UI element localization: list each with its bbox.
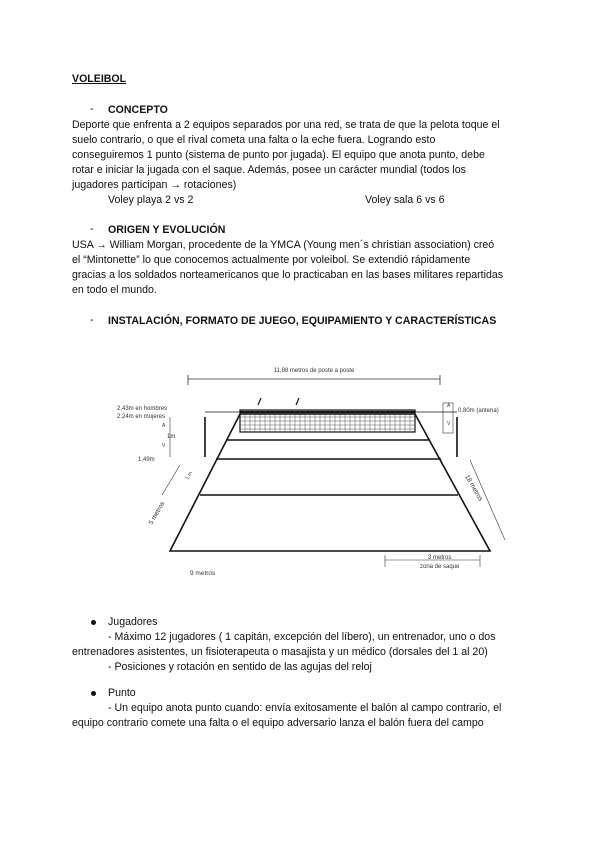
length-label: 18 metros (463, 473, 484, 503)
bullet-heading-jugadores: Jugadores (108, 616, 158, 628)
bullet-dash: - (90, 223, 94, 235)
paragraph-line: jugadores participan → rotaciones) (72, 179, 237, 191)
page-title: VOLEIBOL (72, 73, 127, 85)
paragraph-line: conseguiremos 1 punto (sistema de punto por jugada). El equipo que anota punto, debe (72, 149, 485, 161)
serve-zone-label: zona de saque (420, 564, 460, 570)
svg-text:1 m: 1 m (184, 470, 194, 481)
svg-text:V: V (162, 443, 166, 449)
net-height-label: 1m (167, 434, 176, 440)
section-heading-instalacion: INSTALACIÓN, FORMATO DE JUEGO, EQUIPAMIENTO Y CARACTERÍSTICAS (108, 315, 497, 327)
bullet-heading-punto: Punto (108, 687, 136, 699)
paragraph-line: rotar e iniciar la jugada con el saque. Además, posee un carácter mundial (todos los (72, 164, 466, 176)
paragraph-line: Deporte que enfrenta a 2 equipos separados por una red, se trata de que la pelota toque el (72, 119, 500, 131)
paragraph-line: suelo contrario, o que el rival cometa una falta o la eche fuera. Logrando esto (72, 134, 436, 146)
paragraph-line: entrenadores asistentes, un fisioterapeuta o masajista y un médico (dorsales del 1 al 20) (72, 646, 488, 658)
attack-zone-label: 5 metros (147, 500, 167, 526)
volleyball-court-diagram (100, 355, 520, 585)
post-height-label: 1,49m (138, 457, 155, 463)
paragraph-line: - Máximo 12 jugadores ( 1 capitán, excepción del líbero), un entrenador, uno o dos (108, 631, 496, 643)
paragraph-line: USA → William Morgan, procedente de la YMCA (Young men´s christian association) creó (72, 239, 495, 251)
court (170, 414, 490, 551)
bullet-dot (91, 620, 96, 625)
svg-text:A: A (162, 423, 166, 429)
height-women-label: 2,24m en mujeres (117, 414, 166, 420)
paragraph-line: gracias a los soldados norteamericanos que lo practicaban en las bases militares repartidas (72, 269, 504, 281)
top-dimension-label: 11,88 metros de poste a poste (273, 368, 355, 374)
svg-text:V: V (447, 421, 451, 427)
serve-distance-label: 3 metros (428, 555, 452, 561)
antenna-label: 0.80m (antena) (458, 408, 499, 414)
section-heading-concepto: CONCEPTO (108, 104, 168, 116)
width-label: 9 metros (190, 570, 216, 577)
paragraph-line: el “Mintonette” lo que conocemos actualmente por voleibol. Se extendió rápidamente (72, 254, 471, 266)
svg-text:A: A (447, 403, 451, 409)
voley-sala-text: Voley sala 6 vs 6 (365, 194, 445, 206)
bullet-dash: - (90, 314, 94, 326)
voley-playa-text: Voley playa 2 vs 2 (108, 194, 194, 206)
bullet-dash: - (90, 103, 94, 115)
section-heading-origen: ORIGEN Y EVOLUCIÓN (108, 224, 226, 236)
bullet-dot (91, 691, 96, 696)
paragraph-line: - Posiciones y rotación en sentido de las agujas del reloj (108, 661, 372, 673)
paragraph-line: equipo contrario comete una falta o el equipo adversario lanza el balón fuera del campo (72, 717, 484, 729)
paragraph-line: en todo el mundo. (72, 284, 157, 296)
paragraph-line: - Un equipo anota punto cuando: envía exitosamente el balón al campo contrario, el (108, 702, 502, 714)
height-men-label: 2,43m en hombres (117, 406, 168, 412)
